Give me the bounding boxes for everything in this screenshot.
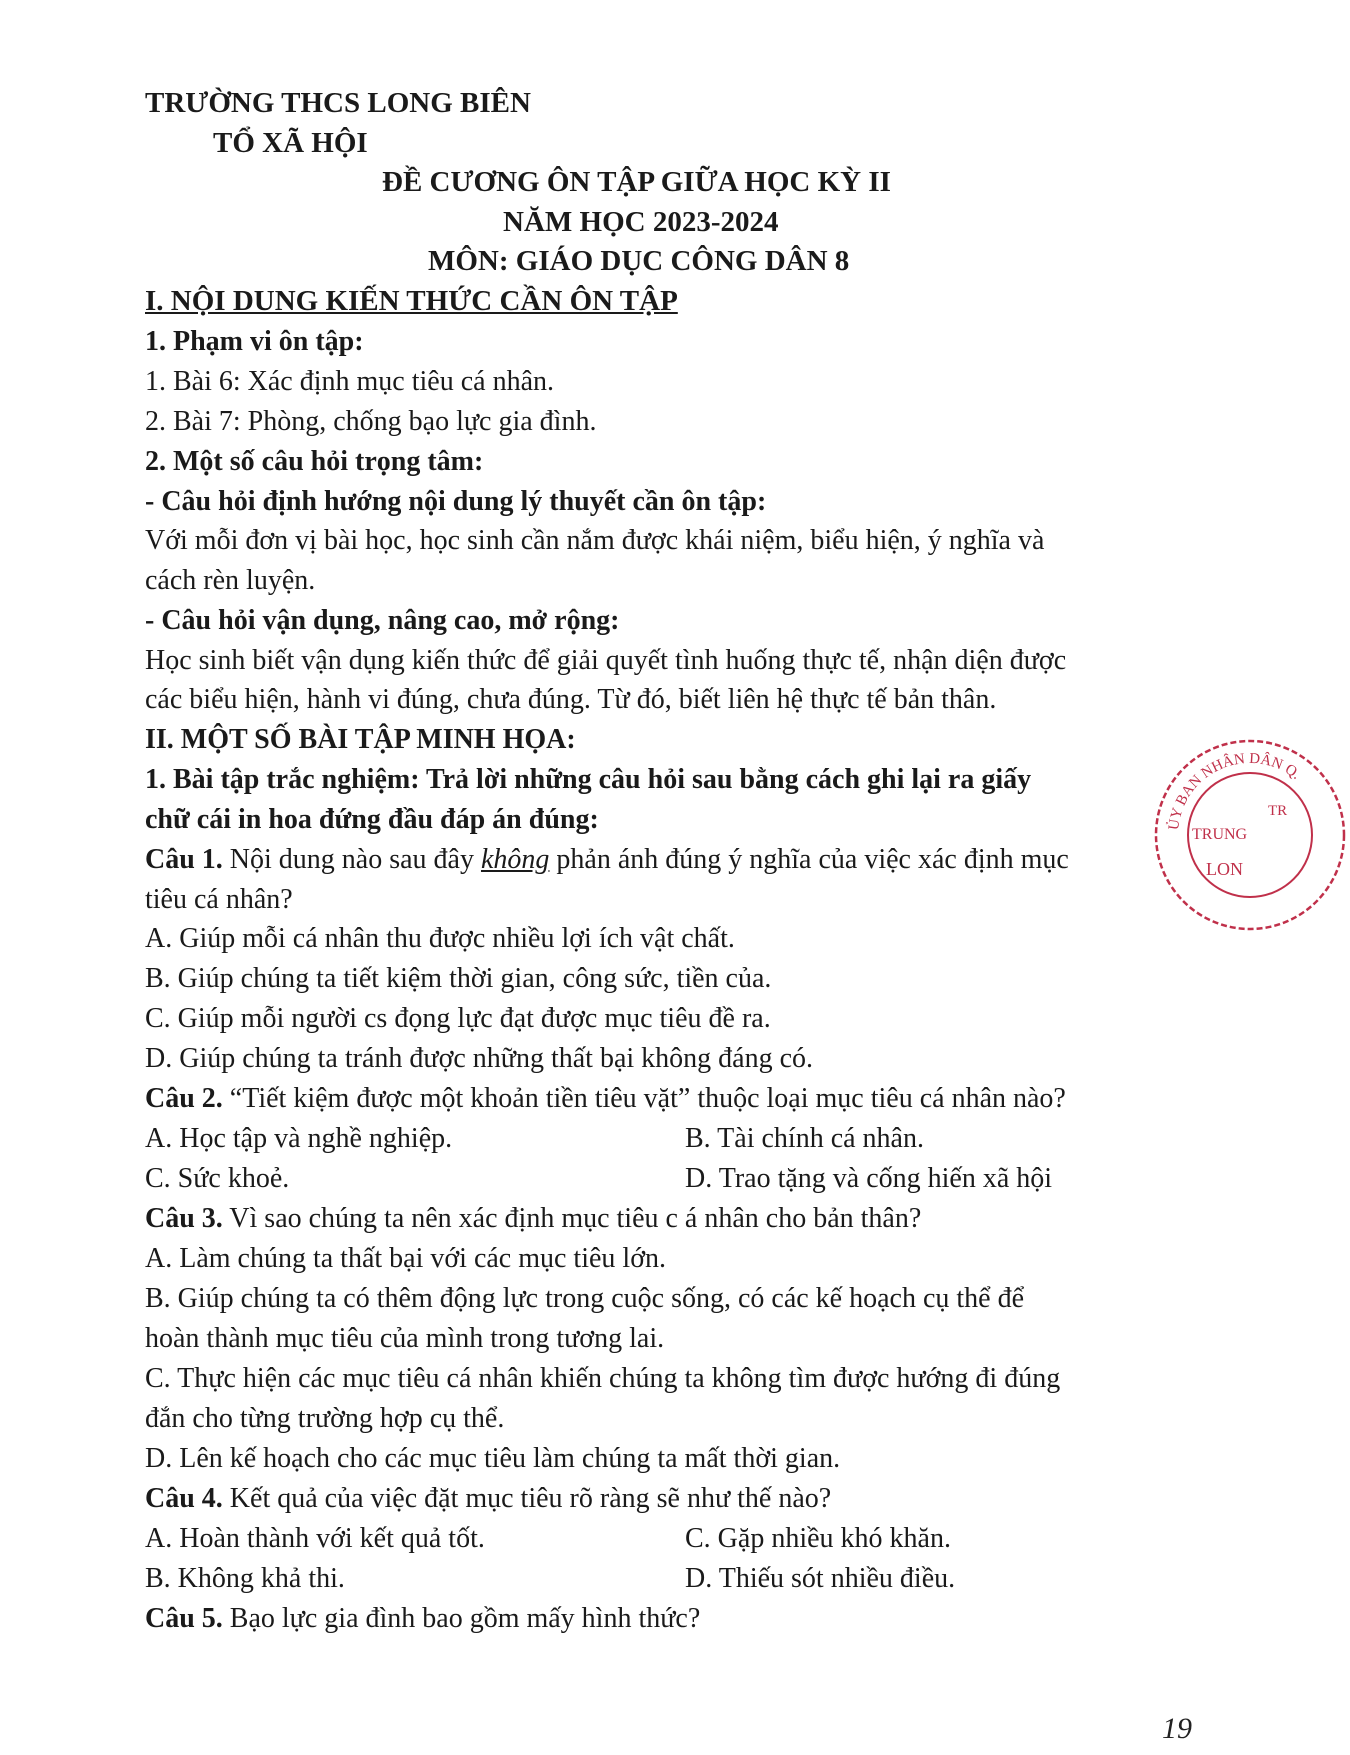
question-text: tiêu cá nhân? [145,884,293,915]
answer-option: A. Học tập và nghề nghiệp. [145,1123,453,1154]
mcq-heading: chữ cái in hoa đứng đầu đáp án đúng: [145,804,599,835]
answer-option: A. Hoàn thành với kết quả tốt. [145,1523,485,1554]
apply-heading: - Câu hỏi vận dụng, nâng cao, mở rộng: [145,605,620,636]
scope-heading: 1. Phạm vi ôn tập: [145,326,364,357]
question-4 [145,1482,831,1516]
school-name: TRƯỜNG THCS LONG BIÊN [145,87,531,119]
answer-option: B. Giúp chúng ta tiết kiệm thời gian, công sức, tiền của. [145,963,772,994]
scope-item: 2. Bài 7: Phòng, chống bạo lực gia đình. [145,406,597,437]
question-3 [145,1202,921,1236]
question-text: Vì sao chúng ta nên xác định mục tiêu c á nhân cho bản thân? [222,1203,922,1234]
question-label: Câu 5. [145,1603,223,1634]
question-text: “Tiết kiệm được một khoản tiền tiêu vặt” thuộc loại mục tiêu cá nhân nào? [222,1083,1066,1114]
section-2-heading: II. MỘT SỐ BÀI TẬP MINH HỌA: [145,724,576,755]
question-text: Kết quả của việc đặt mục tiêu rõ ràng sẽ như thế nào? [222,1483,832,1514]
scope-item: 1. Bài 6: Xác định mục tiêu cá nhân. [145,366,554,397]
answer-option: D. Lên kế hoạch cho các mục tiêu làm chúng ta mất thời gian. [145,1443,841,1474]
question-text: Nội dung nào sau đây [222,844,481,875]
question-text: phản ánh đúng ý nghĩa của việc xác định mục [549,844,1069,875]
question-label: Câu 3. [145,1203,223,1234]
question-label: Câu 1. [145,844,223,875]
answer-option: D. Giúp chúng ta tránh được những thất bại không đáng có. [145,1043,814,1074]
section-1-heading: I. NỘI DUNG KIẾN THỨC CẦN ÔN TẬP [145,285,678,317]
answer-option: C. Thực hiện các mục tiêu cá nhân khiến chúng ta không tìm được hướng đi đúng [145,1363,1061,1394]
answer-option: C. Giúp mỗi người cs đọng lực đạt được mục tiêu đề ra. [145,1003,771,1034]
emphasis-word: không [480,844,550,875]
theory-text: cách rèn luyện. [145,565,316,596]
stamp-text-line: LON [1206,859,1243,879]
question-1 [145,843,1069,877]
department-name: TỔ XÃ HỘI [213,127,368,159]
answer-option: D. Thiếu sót nhiều điều. [685,1563,956,1594]
stamp-arc-text: ỦY BAN NHÂN DÂN Q. [1166,750,1304,832]
apply-text: các biểu hiện, hành vi đúng, chưa đúng. Từ đó, biết liên hệ thực tế bản thân. [145,684,997,715]
theory-text: Với mỗi đơn vị bài học, học sinh cần nắm được khái niệm, biểu hiện, ý nghĩa và [145,525,1045,556]
answer-option: C. Gặp nhiều khó khăn. [685,1523,951,1554]
question-5 [145,1602,700,1636]
question-label: Câu 4. [145,1483,223,1514]
school-year: NĂM HỌC 2023-2024 [503,206,779,238]
subject-line: MÔN: GIÁO DỤC CÔNG DÂN 8 [428,245,850,277]
answer-option: D. Trao tặng và cống hiến xã hội [685,1163,1053,1194]
document-title: ĐỀ CƯƠNG ÔN TẬP GIỮA HỌC KỲ II [382,166,891,198]
page-number: 19 [1162,1712,1192,1745]
theory-heading: - Câu hỏi định hướng nội dung lý thuyết cần ôn tập: [145,486,767,517]
stamp-text-line: TRUNG [1192,826,1248,843]
mcq-heading: 1. Bài tập trắc nghiệm: Trả lời những câu hỏi sau bằng cách ghi lại ra giấy [145,764,1032,795]
stamp-text-line: TR [1268,803,1288,819]
answer-option: A. Làm chúng ta thất bại với các mục tiêu lớn. [145,1243,667,1274]
answer-option: B. Không khả thi. [145,1563,345,1594]
answer-option: hoàn thành mục tiêu của mình trong tương lai. [145,1323,665,1354]
question-text: Bạo lực gia đình bao gồm mấy hình thức? [222,1603,701,1634]
apply-text: Học sinh biết vận dụng kiến thức để giải quyết tình huống thực tế, nhận diện được [145,645,1067,676]
answer-option: C. Sức khoẻ. [145,1163,290,1194]
question-2 [145,1082,1066,1116]
official-stamp [1150,735,1350,935]
key-questions-heading: 2. Một số câu hỏi trọng tâm: [145,446,484,477]
answer-option: B. Tài chính cá nhân. [685,1123,924,1154]
answer-option: A. Giúp mỗi cá nhân thu được nhiều lợi ích vật chất. [145,923,735,954]
answer-option: đắn cho từng trường hợp cụ thể. [145,1403,505,1434]
answer-option: B. Giúp chúng ta có thêm động lực trong cuộc sống, có các kế hoạch cụ thể để [145,1283,1025,1314]
question-label: Câu 2. [145,1083,223,1114]
